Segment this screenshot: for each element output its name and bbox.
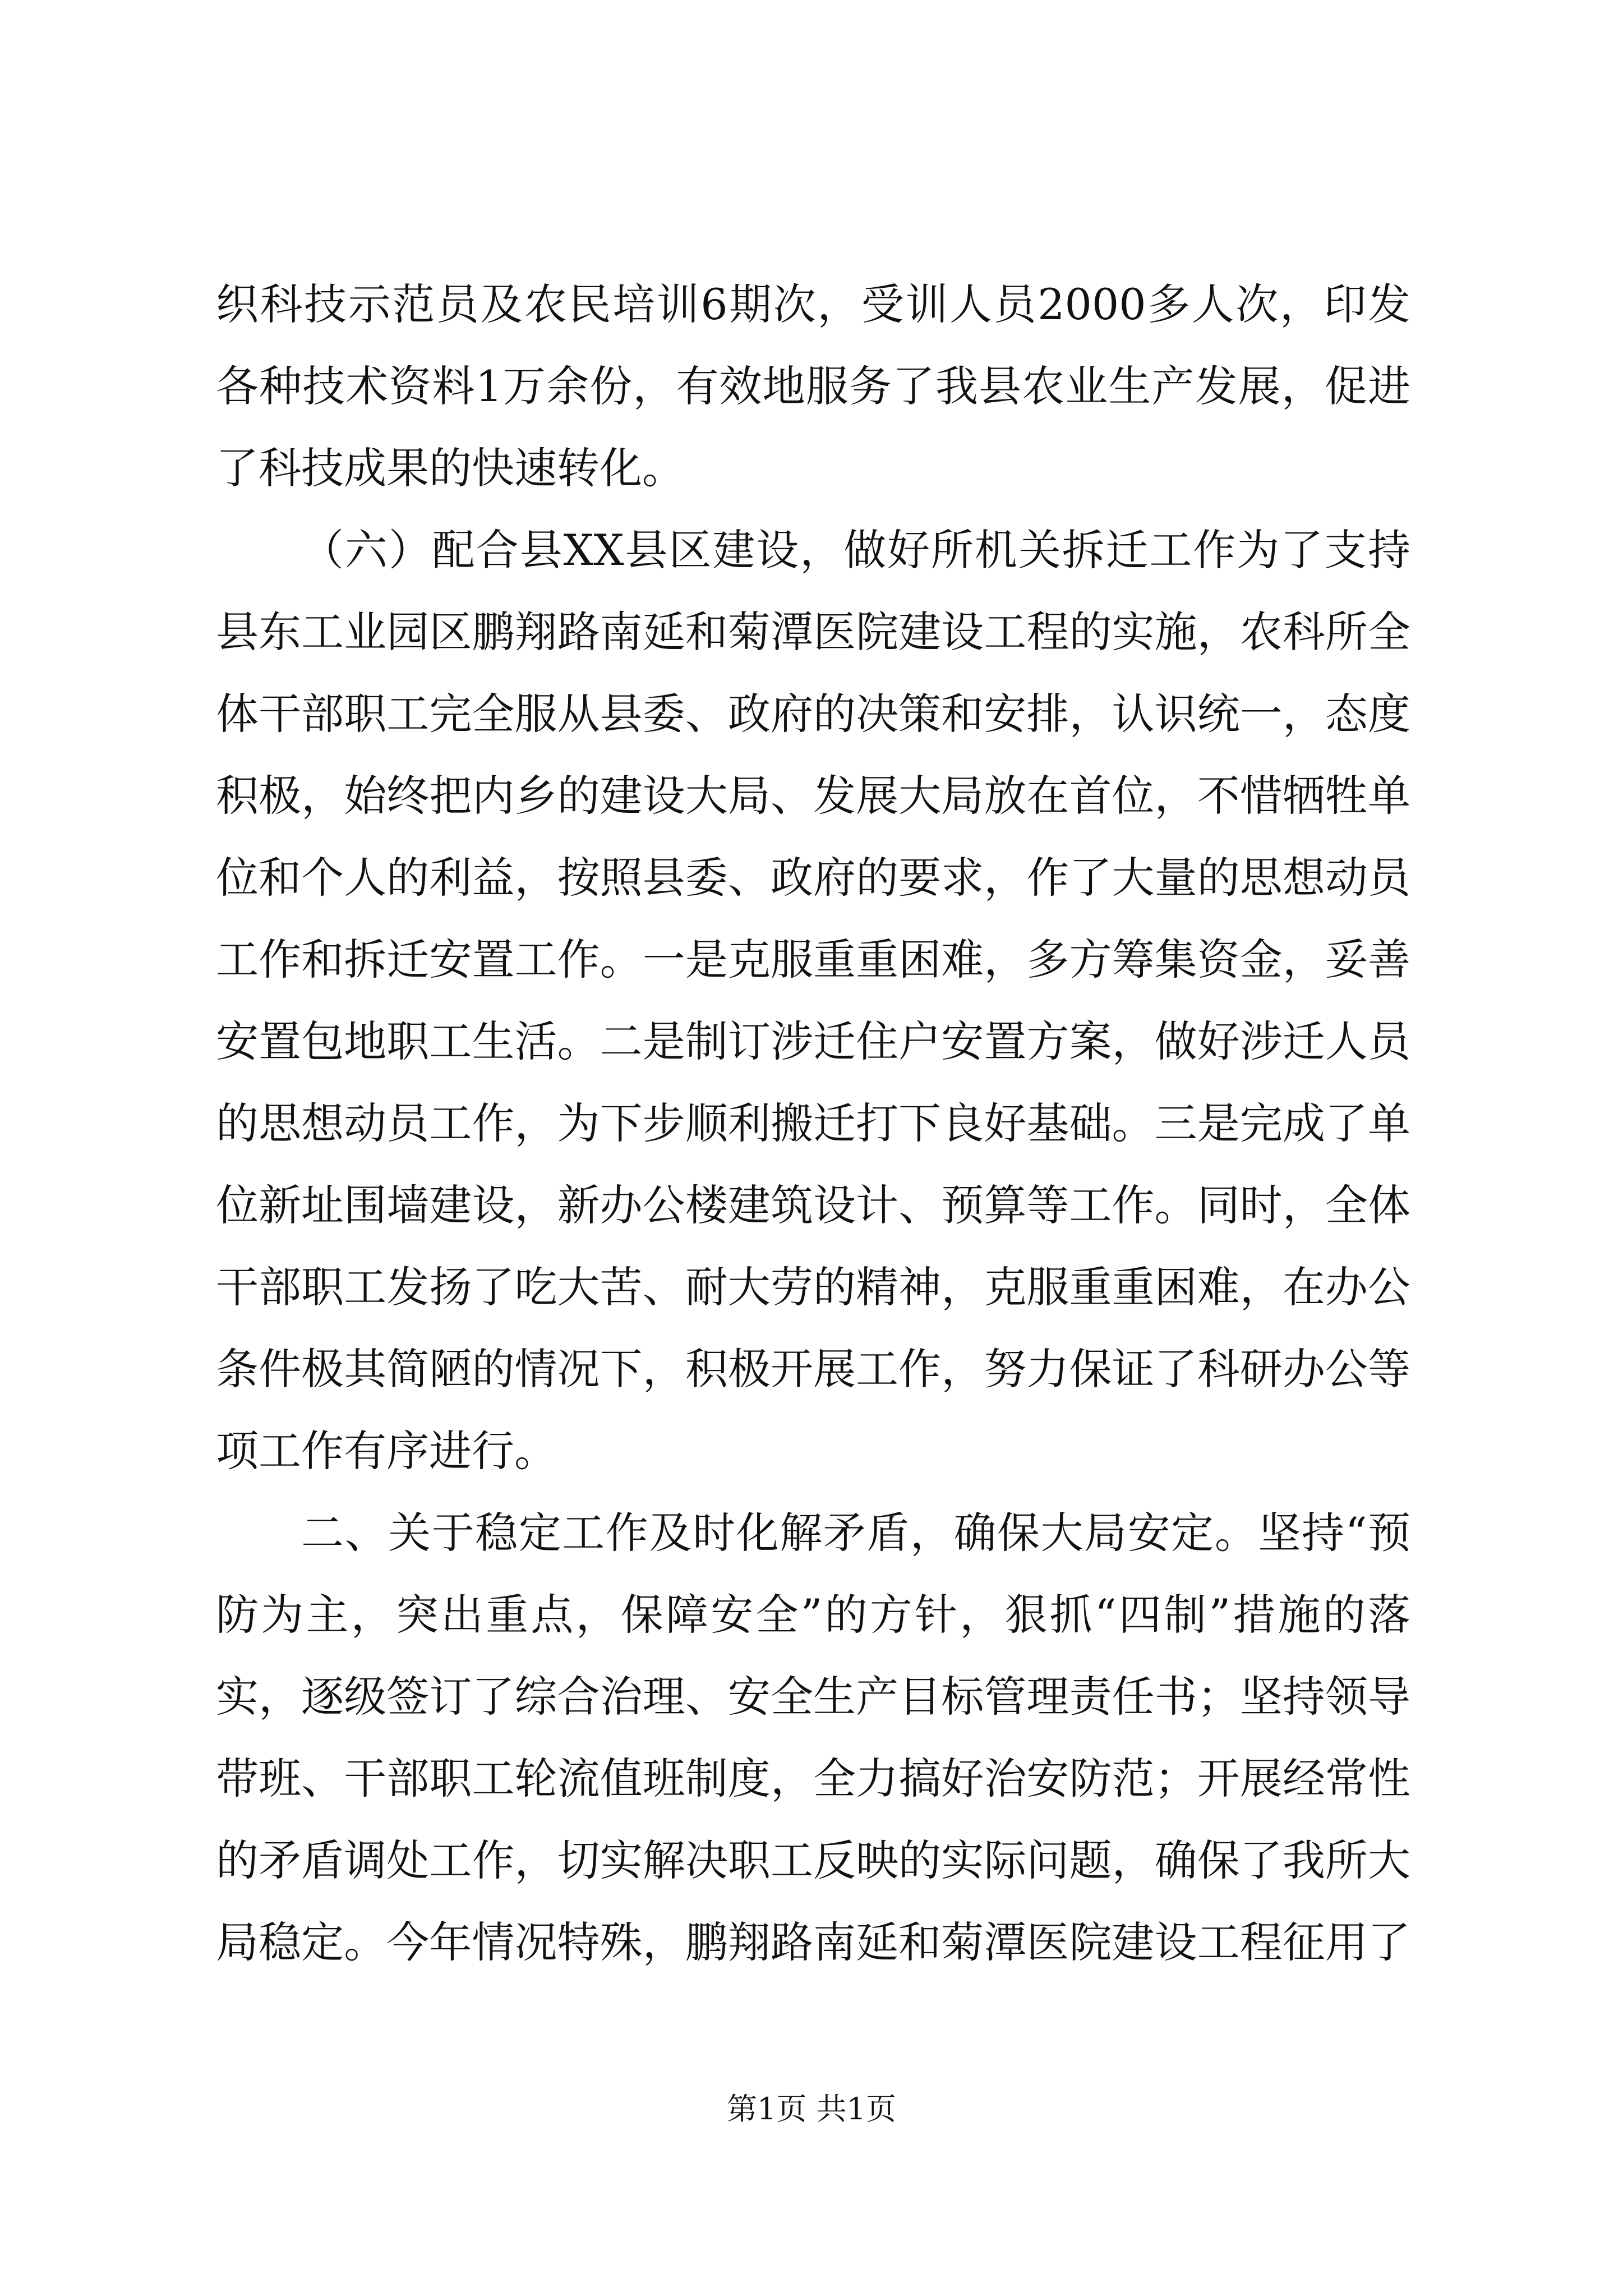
- text-line: 积极，始终把内乡的建设大局、发展大局放在首位，不惜牺牲单: [216, 771, 1410, 821]
- text-line: 安置包地职工生活。二是制订涉迁住户安置方案，做好涉迁人员: [216, 1016, 1410, 1066]
- text-line: 各种技术资料1万余份，有效地服务了我县农业生产发展，促进: [216, 361, 1410, 411]
- text-line: 了科技成果的快速转化。: [216, 443, 685, 493]
- text-line: 干部职工发扬了吃大苦、耐大劳的精神，克服重重困难，在办公: [216, 1262, 1410, 1312]
- document-body: [216, 264, 1410, 1984]
- text-line: 条件极其简陋的情况下，积极开展工作，努力保证了科研办公等: [216, 1344, 1410, 1394]
- text-line: 位和个人的利益，按照县委、政府的要求，作了大量的思想动员: [216, 853, 1410, 903]
- text-line: 工作和拆迁安置工作。一是克服重重困难，多方筹集资金，妥善: [216, 935, 1410, 984]
- text-line: （六）配合县XX县区建设，做好所机关拆迁工作为了支持: [301, 525, 1410, 575]
- text-line: 织科技示范员及农民培训6期次，受训人员2000多人次，印发: [216, 279, 1410, 329]
- text-line: 局稳定。今年情况特殊，鹏翔路南延和菊潭医院建设工程征用了: [216, 1917, 1410, 1967]
- text-line: 项工作有序进行。: [216, 1426, 557, 1476]
- text-line: 县东工业园区鹏翔路南延和菊潭医院建设工程的实施，农科所全: [216, 607, 1410, 657]
- text-line: 二、关于稳定工作及时化解矛盾，确保大局安定。坚持“预: [301, 1508, 1410, 1558]
- text-line: 的矛盾调处工作，切实解决职工反映的实际问题，确保了我所大: [216, 1835, 1410, 1885]
- text-line: 的思想动员工作，为下步顺利搬迁打下良好基础。三是完成了单: [216, 1098, 1410, 1148]
- text-line: 位新址围墙建设，新办公楼建筑设计、预算等工作。同时，全体: [216, 1180, 1410, 1230]
- text-line: 体干部职工完全服从县委、政府的决策和安排，认识统一，态度: [216, 689, 1410, 739]
- text-line: 实，逐级签订了综合治理、安全生产目标管理责任书；坚持领导: [216, 1672, 1410, 1722]
- text-line: 带班、干部职工轮流值班制度，全力搞好治安防范；开展经常性: [216, 1754, 1410, 1803]
- page-footer: 第1页 共1页: [727, 2091, 896, 2127]
- text-line: 防为主，突出重点，保障安全”的方针，狠抓“四制”措施的落: [216, 1590, 1410, 1640]
